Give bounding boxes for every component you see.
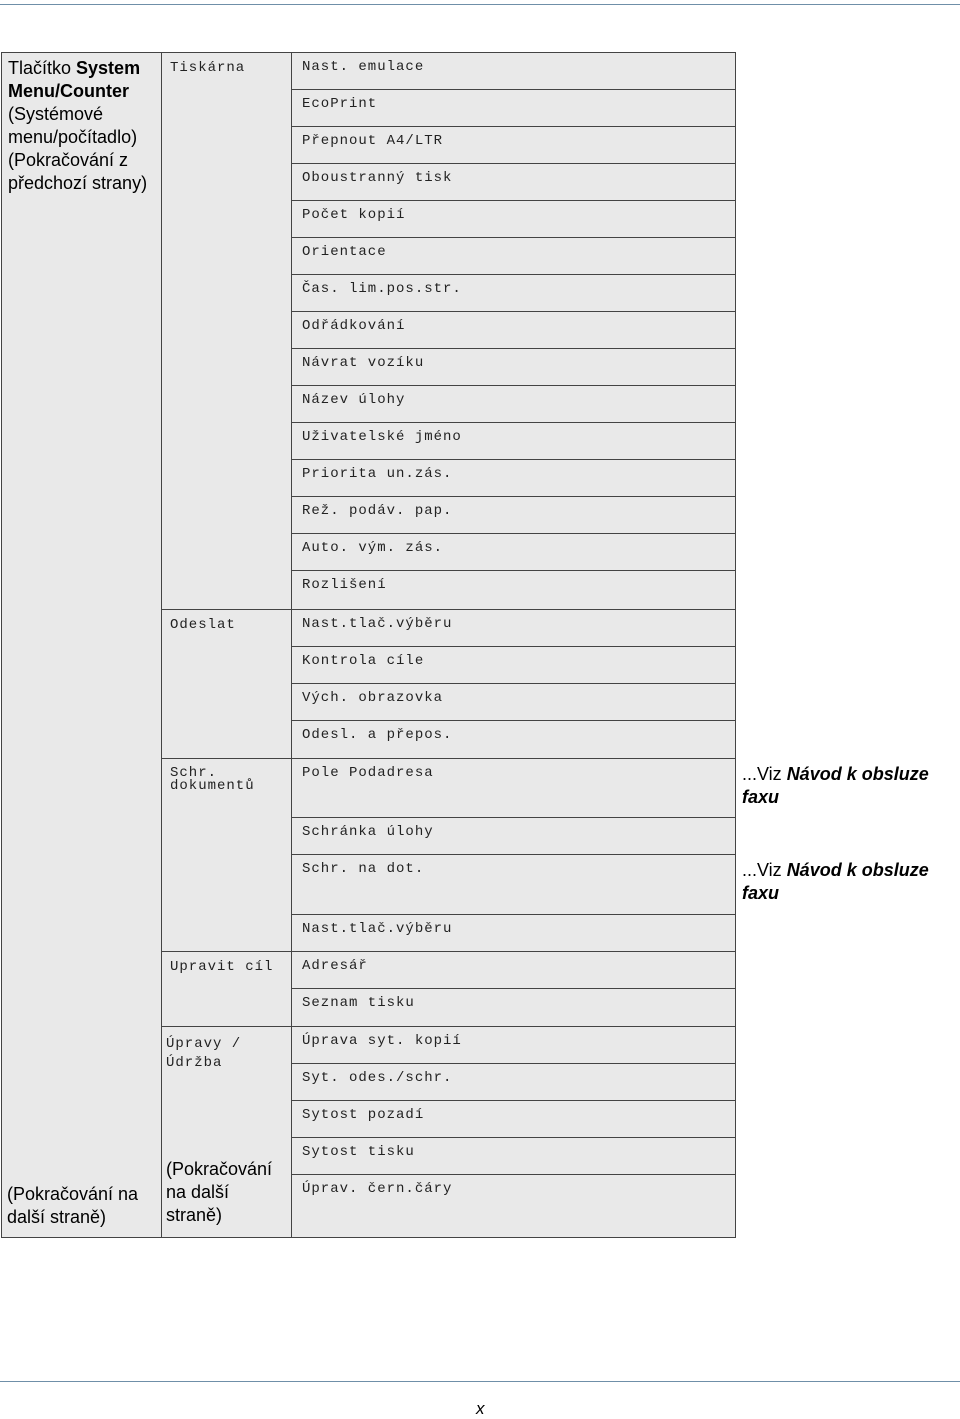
- column-header: Tlačítko System Menu/Counter (Systémové menu/počítadlo) (Pokračování z předchozí strany): [8, 58, 148, 193]
- continued-next-page-label-2: (Pokračování na další straně): [166, 1159, 273, 1225]
- menu-item: Počet kopií: [291, 200, 736, 238]
- category-printer: Tiskárna: [161, 52, 292, 610]
- system-menu-column: [1, 52, 162, 1238]
- menu-item: Adresář: [291, 951, 736, 989]
- menu-item: Auto. vým. zás.: [291, 533, 736, 571]
- category-edit-destination: Upravit cíl: [161, 951, 292, 1027]
- menu-item: Rozlišení: [291, 570, 736, 610]
- menu-item: Rež. podáv. pap.: [291, 496, 736, 534]
- menu-item: Priorita un.zás.: [291, 459, 736, 497]
- fax-manual-reference: ...Viz Návod k obsluze faxu: [742, 860, 929, 903]
- page-marker: x: [476, 1399, 485, 1418]
- menu-item: Vých. obrazovka: [291, 683, 736, 721]
- continued-next-page-label: (Pokračování na další straně): [7, 1184, 139, 1227]
- menu-item: Oboustranný tisk: [291, 163, 736, 201]
- menu-item: Přepnout A4/LTR: [291, 126, 736, 164]
- menu-item: Seznam tisku: [291, 988, 736, 1027]
- category-document-box: Schr. dokumentů: [161, 758, 292, 952]
- menu-item: Schránka úlohy: [291, 817, 736, 855]
- menu-item: Odřádkování: [291, 311, 736, 349]
- menu-item: Syt. odes./schr.: [291, 1063, 736, 1101]
- top-rule: [0, 4, 960, 5]
- bottom-rule: [0, 1381, 960, 1382]
- category-adjust-maintenance: Úpravy / Údržba: [161, 1026, 292, 1238]
- menu-item: Úprava syt. kopií: [291, 1026, 736, 1064]
- menu-item: Uživatelské jméno: [291, 422, 736, 460]
- menu-item: Nast.tlač.výběru: [291, 914, 736, 952]
- menu-item: Název úlohy: [291, 385, 736, 423]
- menu-item: Sytost pozadí: [291, 1100, 736, 1138]
- menu-item: Nast.tlač.výběru: [291, 609, 736, 647]
- menu-item: Návrat vozíku: [291, 348, 736, 386]
- menu-item: Čas. lim.pos.str.: [291, 274, 736, 312]
- menu-item: Úprav. čern.čáry: [291, 1174, 736, 1238]
- menu-item: Pole Podadresa: [291, 758, 736, 818]
- fax-manual-reference: ...Viz Návod k obsluze faxu: [742, 764, 929, 807]
- menu-item: Schr. na dot.: [291, 854, 736, 915]
- menu-item: Sytost tisku: [291, 1137, 736, 1175]
- menu-item: Odesl. a přepos.: [291, 720, 736, 759]
- menu-item: Orientace: [291, 237, 736, 275]
- menu-item: Kontrola cíle: [291, 646, 736, 684]
- category-send: Odeslat: [161, 609, 292, 759]
- menu-item: Nast. emulace: [291, 52, 736, 90]
- menu-item: EcoPrint: [291, 89, 736, 127]
